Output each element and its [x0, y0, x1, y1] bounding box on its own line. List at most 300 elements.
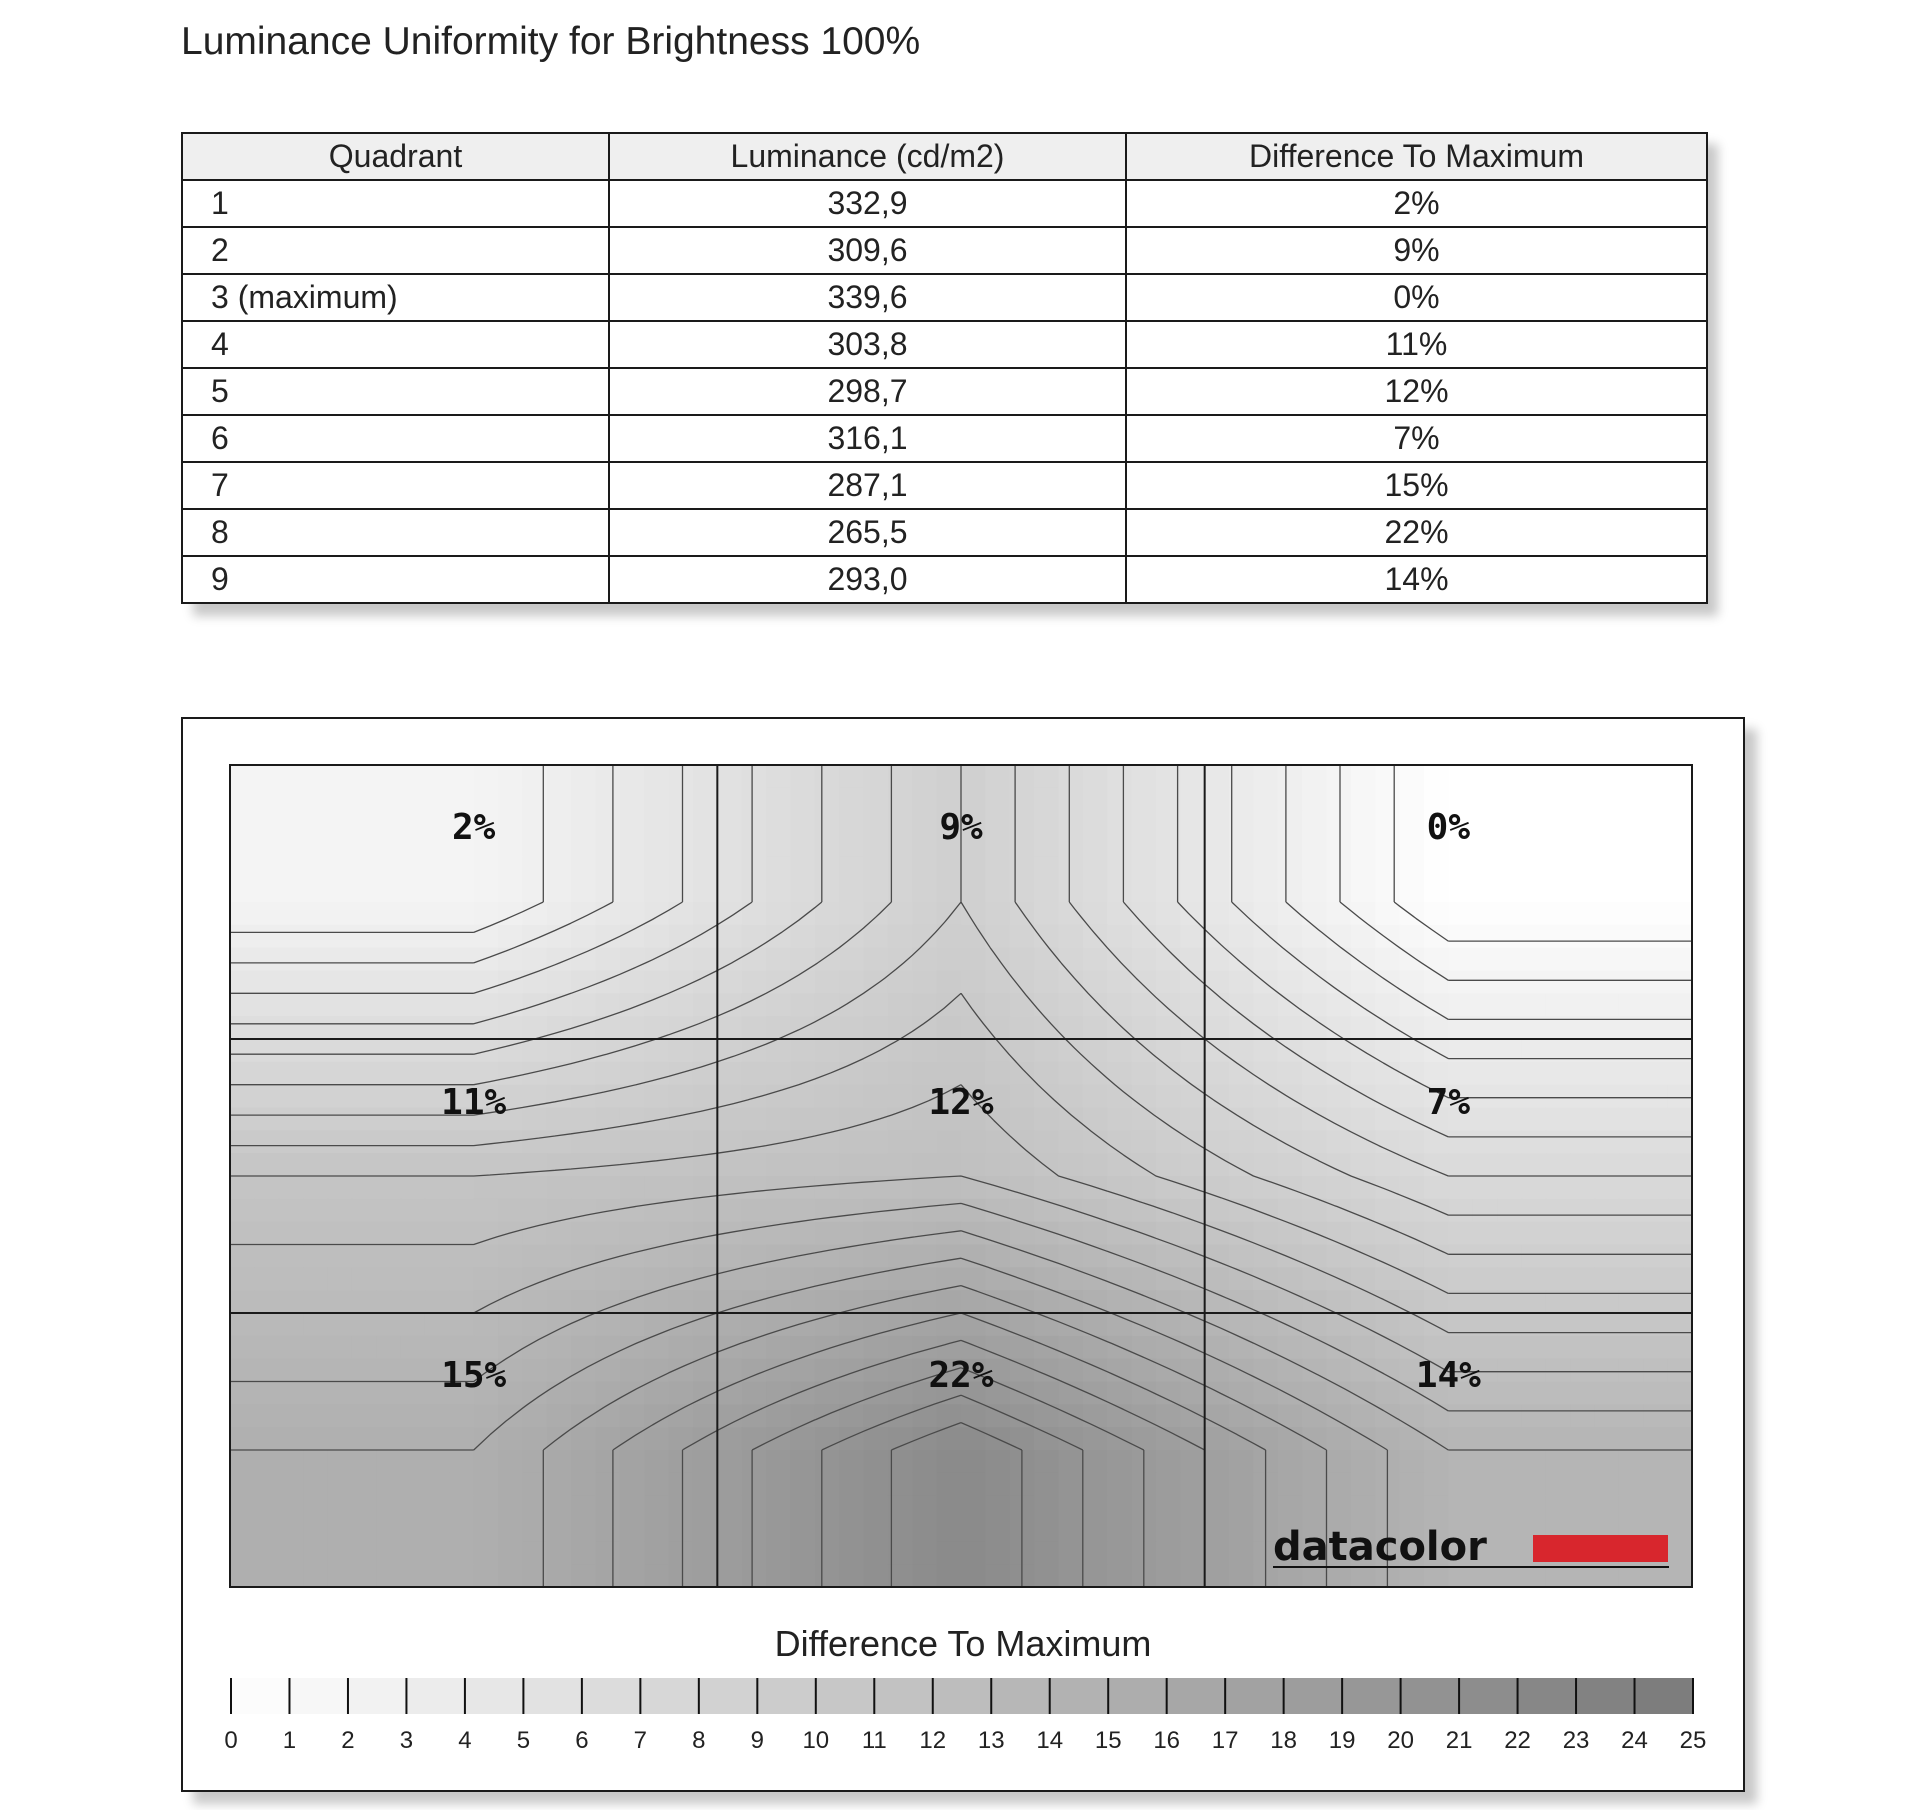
heatmap-shade-cell [1497, 811, 1522, 834]
heatmap-shade-cell [1253, 1382, 1278, 1405]
heatmap-shade-cell [1668, 1062, 1693, 1085]
heatmap-shade-cell [571, 811, 596, 834]
legend-swatch [1576, 1678, 1635, 1714]
heatmap-shade-cell [1107, 1519, 1132, 1542]
heatmap-shade-cell [1643, 1199, 1668, 1222]
heatmap-shade-cell [254, 1427, 279, 1450]
heatmap-shade-cell [1327, 1427, 1352, 1450]
heatmap-shade-cell [1497, 948, 1522, 971]
heatmap-shade-cell [425, 1427, 450, 1450]
heatmap-shade-cell [547, 1016, 572, 1039]
heatmap-shade-cell [1424, 1130, 1449, 1153]
heatmap-shade-cell [717, 834, 742, 857]
heatmap-shade-cell [937, 1199, 962, 1222]
heatmap-shade-cell [1107, 765, 1132, 788]
heatmap-shade-cell [717, 1153, 742, 1176]
heatmap-shade-cell [327, 993, 352, 1016]
heatmap-shade-cell [1034, 1130, 1059, 1153]
heatmap-shade-cell [1107, 1473, 1132, 1496]
heatmap-shade-cell [279, 856, 304, 879]
heatmap-shade-cell [815, 971, 840, 994]
heatmap-shade-cell [1034, 879, 1059, 902]
legend-scale [224, 1678, 1706, 1754]
heatmap-shade-cell [937, 879, 962, 902]
heatmap-shade-cell [1375, 1267, 1400, 1290]
heatmap-shade-cell [620, 1496, 645, 1519]
heatmap-shade-cell [839, 902, 864, 925]
heatmap-shade-cell [815, 1153, 840, 1176]
heatmap-shade-cell [839, 1450, 864, 1473]
heatmap-shade-cell [1083, 1336, 1108, 1359]
heatmap-shade-cell [254, 1382, 279, 1405]
heatmap-shade-cell [1448, 1176, 1473, 1199]
heatmap-shade-cell [401, 1382, 426, 1405]
heatmap-shade-cell [571, 971, 596, 994]
heatmap-shade-cell [596, 1085, 621, 1108]
heatmap-shade-cell [425, 1039, 450, 1062]
heatmap-shade-cell [1643, 1267, 1668, 1290]
heatmap-shade-cell [815, 1267, 840, 1290]
heatmap-shade-cell [327, 834, 352, 857]
heatmap-shade-cell [571, 1519, 596, 1542]
legend-tick-label: 21 [1445, 1727, 1473, 1754]
heatmap-shade-cell [1010, 765, 1035, 788]
heatmap-shade-cell [1010, 834, 1035, 857]
uniformity-chart-frame [181, 717, 1745, 1792]
heatmap-shade-cell [1351, 834, 1376, 857]
heatmap-shade-cell [742, 811, 767, 834]
heatmap-shade-cell [1010, 1153, 1035, 1176]
heatmap-shade-cell [742, 993, 767, 1016]
heatmap-shade-cell [1595, 879, 1620, 902]
heatmap-shade-cell [1034, 834, 1059, 857]
heatmap-shade-cell [1034, 1290, 1059, 1313]
heatmap-shade-cell [1643, 948, 1668, 971]
heatmap-shade-cell [571, 1153, 596, 1176]
heatmap-shade-cell [279, 925, 304, 948]
heatmap-shade-cell [303, 1359, 328, 1382]
heatmap-shade-cell [742, 834, 767, 857]
legend-swatch [991, 1678, 1050, 1714]
heatmap-shade-cell [742, 1519, 767, 1542]
heatmap-shade-cell [230, 1245, 255, 1268]
heatmap-shade-cell [1180, 1199, 1205, 1222]
heatmap-shade-cell [1253, 993, 1278, 1016]
heatmap-shade-cell [961, 948, 986, 971]
heatmap-shade-cell [912, 1290, 937, 1313]
heatmap-shade-cell [352, 1199, 377, 1222]
legend-swatch [1284, 1678, 1343, 1714]
heatmap-shade-cell [498, 971, 523, 994]
heatmap-shade-cell [449, 1313, 474, 1336]
heatmap-shade-cell [1546, 948, 1571, 971]
heatmap-shade-cell [790, 1130, 815, 1153]
heatmap-shade-cell [1400, 879, 1425, 902]
heatmap-shade-cell [1205, 1541, 1230, 1564]
heatmap-shade-cell [644, 1427, 669, 1450]
heatmap-shade-cell [401, 1199, 426, 1222]
heatmap-shade-cell [1058, 1564, 1083, 1587]
heatmap-shade-cell [1083, 993, 1108, 1016]
heatmap-shade-cell [401, 1564, 426, 1587]
heatmap-shade-cell [1180, 1130, 1205, 1153]
heatmap-shade-cell [571, 1336, 596, 1359]
heatmap-shade-cell [790, 925, 815, 948]
heatmap-shade-cell [912, 1153, 937, 1176]
heatmap-shade-cell [571, 1496, 596, 1519]
heatmap-shade-cell [1521, 765, 1546, 788]
heatmap-shade-cell [1570, 1427, 1595, 1450]
heatmap-shade-cell [644, 1176, 669, 1199]
heatmap-shade-cell [425, 1496, 450, 1519]
legend-swatch [348, 1678, 407, 1714]
heatmap-shade-cell [1205, 993, 1230, 1016]
heatmap-shade-cell [1229, 1245, 1254, 1268]
heatmap-shade-cell [839, 1153, 864, 1176]
heatmap-shade-cell [474, 948, 499, 971]
heatmap-shade-cell [1180, 993, 1205, 1016]
heatmap-shade-cell [1107, 1016, 1132, 1039]
heatmap-shade-cell [1229, 1519, 1254, 1542]
heatmap-shade-cell [352, 971, 377, 994]
heatmap-shade-cell [547, 1062, 572, 1085]
heatmap-shade-cell [1619, 1427, 1644, 1450]
header-difference: Difference To Maximum [1126, 133, 1707, 180]
heatmap-shade-cell [1180, 1108, 1205, 1131]
heatmap-shade-cell [596, 1245, 621, 1268]
heatmap-shade-cell [1668, 1176, 1693, 1199]
table-row [182, 227, 1707, 274]
heatmap-shade-cell [547, 902, 572, 925]
heatmap-shade-cell [1570, 1496, 1595, 1519]
heatmap-shade-cell [1132, 1085, 1157, 1108]
heatmap-shade-cell [620, 1108, 645, 1131]
heatmap-shade-cell [1668, 902, 1693, 925]
heatmap-shade-cell [1132, 879, 1157, 902]
heatmap-shade-cell [1570, 902, 1595, 925]
heatmap-shade-cell [230, 1130, 255, 1153]
heatmap-shade-cell [1619, 925, 1644, 948]
quadrant-label: 2% [451, 807, 496, 848]
heatmap-shade-cell [571, 948, 596, 971]
heatmap-shade-cell [1595, 1427, 1620, 1450]
legend-tick-label: 20 [1387, 1727, 1414, 1754]
heatmap-shade-cell [1229, 834, 1254, 857]
heatmap-shade-cell [230, 811, 255, 834]
heatmap-shade-cell [1619, 1473, 1644, 1496]
heatmap-shade-cell [1448, 879, 1473, 902]
heatmap-shade-cell [1229, 993, 1254, 1016]
heatmap-shade-cell [376, 1199, 401, 1222]
heatmap-shade-cell [1034, 856, 1059, 879]
heatmap-shade-cell [1278, 1016, 1303, 1039]
heatmap-shade-cell [1278, 1290, 1303, 1313]
heatmap-shade-cell [1278, 1473, 1303, 1496]
heatmap-shade-cell [352, 1245, 377, 1268]
heatmap-shade-cell [1229, 1062, 1254, 1085]
heatmap-shade-cell [742, 1382, 767, 1405]
heatmap-shade-cell [742, 1085, 767, 1108]
heatmap-shade-cell [1595, 1382, 1620, 1405]
heatmap-shade-cell [1448, 1222, 1473, 1245]
heatmap-shade-cell [1229, 1176, 1254, 1199]
heatmap-shade-cell [1302, 1176, 1327, 1199]
heatmap-shade-cell [254, 1450, 279, 1473]
cell-quadrant: 4 [182, 321, 609, 368]
legend-swatch [231, 1678, 290, 1714]
heatmap-shade-cell [766, 834, 791, 857]
heatmap-shade-cell [1058, 1085, 1083, 1108]
heatmap-shade-cell [1034, 765, 1059, 788]
heatmap-shade-cell [1327, 834, 1352, 857]
heatmap-shade-cell [352, 879, 377, 902]
heatmap-shade-cell [327, 1245, 352, 1268]
heatmap-shade-cell [766, 1404, 791, 1427]
heatmap-shade-cell [425, 1130, 450, 1153]
heatmap-shade-cell [1400, 1473, 1425, 1496]
heatmap-shade-cell [1156, 1519, 1181, 1542]
heatmap-shade-cell [522, 925, 547, 948]
heatmap-shade-cell [1643, 765, 1668, 788]
heatmap-shade-cell [864, 1427, 889, 1450]
heatmap-shade-cell [1107, 811, 1132, 834]
heatmap-shade-cell [864, 788, 889, 811]
heatmap-shade-cell [547, 1245, 572, 1268]
legend-swatch [582, 1678, 641, 1714]
heatmap-shade-cell [571, 879, 596, 902]
heatmap-shade-cell [1643, 1153, 1668, 1176]
heatmap-shade-cell [1448, 902, 1473, 925]
heatmap-shade-cell [327, 1496, 352, 1519]
heatmap-shade-cell [985, 1199, 1010, 1222]
legend-tick-label: 11 [861, 1727, 887, 1754]
heatmap-shade-cell [1010, 1016, 1035, 1039]
heatmap-shade-cell [1058, 1359, 1083, 1382]
heatmap-shade-cell [766, 1153, 791, 1176]
heatmap-shade-cell [1375, 1222, 1400, 1245]
heatmap-shade-cell [1351, 1199, 1376, 1222]
heatmap-shade-cell [888, 1359, 913, 1382]
heatmap-shade-cell [1473, 788, 1498, 811]
heatmap-shade-cell [1156, 1016, 1181, 1039]
heatmap-shade-cell [596, 811, 621, 834]
heatmap-shade-cell [1010, 1427, 1035, 1450]
heatmap-shade-cell [1351, 1473, 1376, 1496]
heatmap-shade-cell [1351, 1313, 1376, 1336]
heatmap-shade-cell [1400, 765, 1425, 788]
heatmap-shade-cell [376, 1450, 401, 1473]
heatmap-shade-cell [376, 1130, 401, 1153]
heatmap-shade-cell [1668, 1245, 1693, 1268]
heatmap-shade-cell [1570, 1450, 1595, 1473]
heatmap-shade-cell [1132, 971, 1157, 994]
heatmap-shade-cell [1278, 993, 1303, 1016]
heatmap-shade-cell [620, 1359, 645, 1382]
heatmap-shade-cell [1570, 788, 1595, 811]
heatmap-shade-cell [1497, 1222, 1522, 1245]
heatmap-shade-cell [985, 1222, 1010, 1245]
heatmap-shade-cell [742, 788, 767, 811]
heatmap-shade-cell [1448, 1473, 1473, 1496]
heatmap-shade-cell [1132, 948, 1157, 971]
heatmap-shade-cell [498, 1541, 523, 1564]
heatmap-shade-cell [1327, 1450, 1352, 1473]
heatmap-shade-cell [1400, 1267, 1425, 1290]
heatmap-shade-cell [1083, 1496, 1108, 1519]
heatmap-shade-cell [815, 879, 840, 902]
heatmap-shade-cell [766, 811, 791, 834]
heatmap-shade-cell [1278, 925, 1303, 948]
heatmap-shade-cell [498, 925, 523, 948]
heatmap-shade-cell [1497, 1359, 1522, 1382]
heatmap-shade-cell [742, 1564, 767, 1587]
heatmap-shade-cell [1668, 1359, 1693, 1382]
heatmap-shade-cell [693, 811, 718, 834]
heatmap-shade-cell [839, 1176, 864, 1199]
heatmap-shade-cell [1302, 1199, 1327, 1222]
heatmap-shade-cell [912, 1130, 937, 1153]
heatmap-shade-cell [376, 811, 401, 834]
heatmap-shade-cell [1058, 948, 1083, 971]
heatmap-shade-cell [1643, 1404, 1668, 1427]
heatmap-shade-cell [1278, 1267, 1303, 1290]
heatmap-shade-cell [547, 1496, 572, 1519]
heatmap-shade-cell [1058, 1130, 1083, 1153]
heatmap-shade-cell [1278, 948, 1303, 971]
heatmap-shade-cell [1375, 993, 1400, 1016]
heatmap-shade-cell [1570, 1245, 1595, 1268]
heatmap-shade-cell [1010, 1199, 1035, 1222]
heatmap-shade-cell [571, 1199, 596, 1222]
heatmap-shade-cell [425, 1267, 450, 1290]
heatmap-shade-cell [547, 1473, 572, 1496]
legend-tick-label: 5 [516, 1727, 531, 1754]
heatmap-shade-cell [1180, 1085, 1205, 1108]
heatmap-shade-cell [1668, 856, 1693, 879]
heatmap-shade-cell [1132, 834, 1157, 857]
heatmap-shade-cell [937, 1267, 962, 1290]
heatmap-shade-cell [1278, 1062, 1303, 1085]
heatmap-shade-cell [1497, 925, 1522, 948]
legend-tick-label: 4 [458, 1727, 472, 1754]
heatmap-shade-cell [571, 1382, 596, 1405]
header-quadrant: Quadrant [182, 133, 609, 180]
heatmap-shade-cell [547, 1085, 572, 1108]
heatmap-shade-cell [669, 811, 694, 834]
heatmap-shade-cell [449, 948, 474, 971]
heatmap-shade-cell [1521, 1450, 1546, 1473]
heatmap-shade-cell [669, 1130, 694, 1153]
heatmap-shade-cell [888, 1153, 913, 1176]
heatmap-shade-cell [1205, 971, 1230, 994]
heatmap-shade-cell [1448, 765, 1473, 788]
quadrant-label: 7% [1426, 1082, 1471, 1123]
heatmap-shade-cell [303, 1062, 328, 1085]
heatmap-shade-cell [327, 1473, 352, 1496]
heatmap-shade-cell [1010, 948, 1035, 971]
heatmap-shade-cell [693, 1450, 718, 1473]
heatmap-shade-cell [1083, 765, 1108, 788]
heatmap-shade-cell [1643, 1450, 1668, 1473]
heatmap-shade-cell [571, 856, 596, 879]
heatmap-shade-cell [1668, 1267, 1693, 1290]
heatmap-shade-cell [596, 1541, 621, 1564]
heatmap-shade-cell [864, 1496, 889, 1519]
heatmap-shade-cell [1132, 788, 1157, 811]
heatmap-shade-cell [596, 902, 621, 925]
heatmap-shade-cell [620, 971, 645, 994]
heatmap-shade-cell [961, 879, 986, 902]
heatmap-shade-cell [1253, 1039, 1278, 1062]
heatmap-shade-cell [742, 1153, 767, 1176]
heatmap-shade-cell [1473, 902, 1498, 925]
heatmap-shade-cell [1448, 1245, 1473, 1268]
heatmap-shade-cell [1229, 902, 1254, 925]
heatmap-shade-cell [547, 1382, 572, 1405]
heatmap-shade-cell [1302, 1085, 1327, 1108]
heatmap-shade-cell [230, 1541, 255, 1564]
heatmap-shade-cell [1205, 1473, 1230, 1496]
legend-title: Difference To Maximum [774, 1623, 1152, 1664]
heatmap-shade-cell [1229, 856, 1254, 879]
heatmap-shade-cell [1643, 1062, 1668, 1085]
heatmap-shade-cell [596, 1336, 621, 1359]
heatmap-shade-cell [254, 1039, 279, 1062]
heatmap-shade-cell [376, 1427, 401, 1450]
heatmap-shade-cell [693, 1427, 718, 1450]
heatmap-shade-cell [1034, 1564, 1059, 1587]
heatmap-shade-cell [352, 788, 377, 811]
heatmap-shade-cell [254, 1016, 279, 1039]
heatmap-shade-cell [985, 1496, 1010, 1519]
heatmap-shade-cell [1180, 1496, 1205, 1519]
heatmap-shade-cell [815, 1130, 840, 1153]
heatmap-shade-cell [522, 1290, 547, 1313]
heatmap-shade-cell [742, 1062, 767, 1085]
heatmap-shade-cell [961, 1016, 986, 1039]
heatmap-shade-cell [1229, 1382, 1254, 1405]
heatmap-shade-cell [1253, 1290, 1278, 1313]
heatmap-shade-cell [1497, 1176, 1522, 1199]
heatmap-shade-cell [1619, 1336, 1644, 1359]
heatmap-shade-cell [376, 1153, 401, 1176]
heatmap-shade-cell [1400, 856, 1425, 879]
heatmap-shade-cell [425, 765, 450, 788]
heatmap-shade-cell [1619, 971, 1644, 994]
heatmap-shade-cell [864, 856, 889, 879]
heatmap-shade-cell [1278, 1496, 1303, 1519]
heatmap-shade-cell [1570, 925, 1595, 948]
heatmap-shade-cell [279, 1039, 304, 1062]
heatmap-shade-cell [1400, 1496, 1425, 1519]
heatmap-shade-cell [693, 1359, 718, 1382]
heatmap-shade-cell [644, 993, 669, 1016]
heatmap-shade-cell [1278, 1336, 1303, 1359]
heatmap-shade-cell [425, 1473, 450, 1496]
heatmap-shade-cell [596, 879, 621, 902]
heatmap-shade-cell [327, 1108, 352, 1131]
heatmap-shade-cell [888, 1039, 913, 1062]
heatmap-shade-cell [474, 993, 499, 1016]
heatmap-shade-cell [1351, 971, 1376, 994]
heatmap-shade-cell [766, 879, 791, 902]
legend-tick-label: 24 [1621, 1727, 1648, 1754]
heatmap-shade-cell [230, 971, 255, 994]
heatmap-shade-cell [1010, 1062, 1035, 1085]
heatmap-shade-cell [1619, 1176, 1644, 1199]
heatmap-shade-cell [1010, 1130, 1035, 1153]
heatmap-shade-cell [1034, 1427, 1059, 1450]
